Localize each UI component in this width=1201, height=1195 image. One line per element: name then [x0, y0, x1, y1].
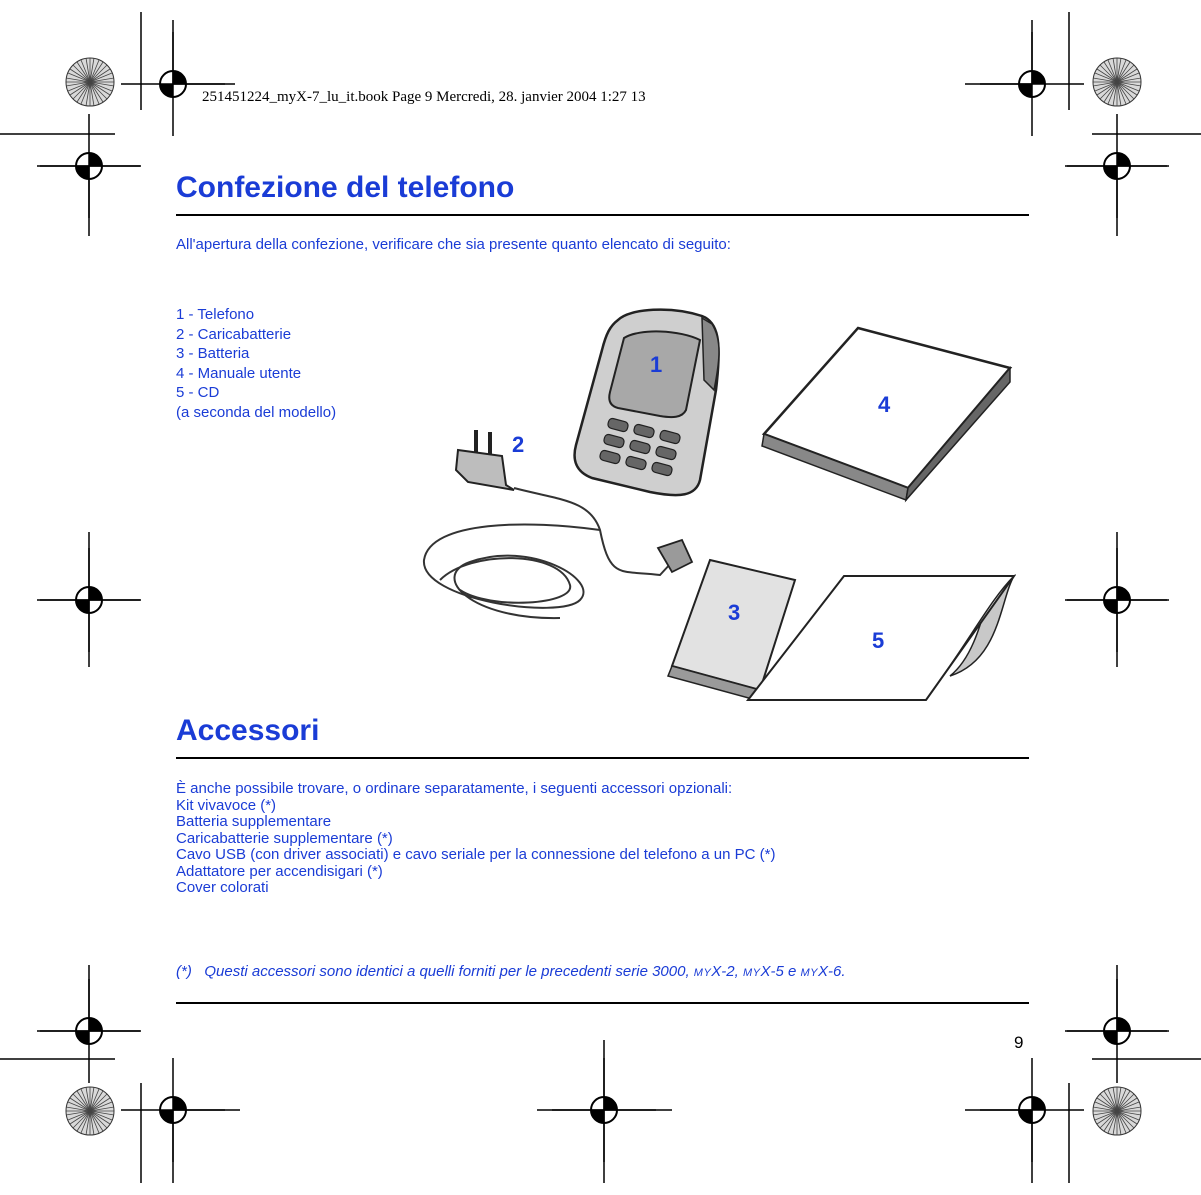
list-item: 2 - Caricabatterie — [176, 325, 292, 343]
footnote: (*) Questi accessori sono identici a quelli forniti per le precedenti serie 3000, MYX-2, MYX-5 e MYX-6. — [176, 963, 846, 980]
accessories-intro: È anche possibile trovare, o ordinare separatamente, i seguenti accessori opzionali: — [176, 780, 733, 797]
figure-label-5: 5 — [872, 628, 885, 653]
list-item: 4 - Manuale utente — [176, 364, 302, 382]
list-item: (a seconda del modello) — [176, 403, 337, 421]
list-item: Batteria supplementare — [176, 813, 332, 830]
package-items-list — [176, 305, 336, 422]
list-item: Cover colorati — [176, 879, 269, 896]
list-item: Kit vivavoce (*) — [176, 796, 277, 814]
figure-label-3: 3 — [728, 600, 741, 625]
section1-intro: All'apertura della confezione, verificare che sia presente quanto elencato di seguito: — [176, 236, 731, 253]
page-number: 9 — [1014, 1033, 1024, 1052]
book-header-info: 251451224_myX-7_lu_it.book Page 9 Mercredi, 28. janvier 2004 1:27 13 — [202, 89, 646, 105]
package-contents-illustration — [410, 300, 1030, 710]
title-rule — [176, 214, 1029, 216]
list-item: Adattatore per accendisigari (*) — [176, 862, 383, 880]
list-item: Cavo USB (con driver associati) e cavo seriale per la connessione del telefono a un PC (*) — [176, 846, 776, 863]
list-item: 5 - CD — [176, 384, 220, 401]
list-item: Caricabatterie supplementare (*) — [176, 829, 393, 847]
figure-label-4: 4 — [878, 392, 891, 417]
section-title-confezione: Confezione del telefono — [176, 171, 515, 204]
figure-label-2: 2 — [512, 432, 525, 457]
list-item: 1 - Telefono — [176, 306, 255, 323]
title-rule — [176, 757, 1029, 759]
accessories-list — [176, 781, 775, 897]
list-item: 3 - Batteria — [176, 345, 250, 362]
footnote-mark: (*) — [176, 963, 192, 980]
figure-label-1: 1 — [650, 352, 663, 377]
footer-rule — [176, 1002, 1029, 1004]
section-title-accessori: Accessori — [176, 714, 320, 747]
